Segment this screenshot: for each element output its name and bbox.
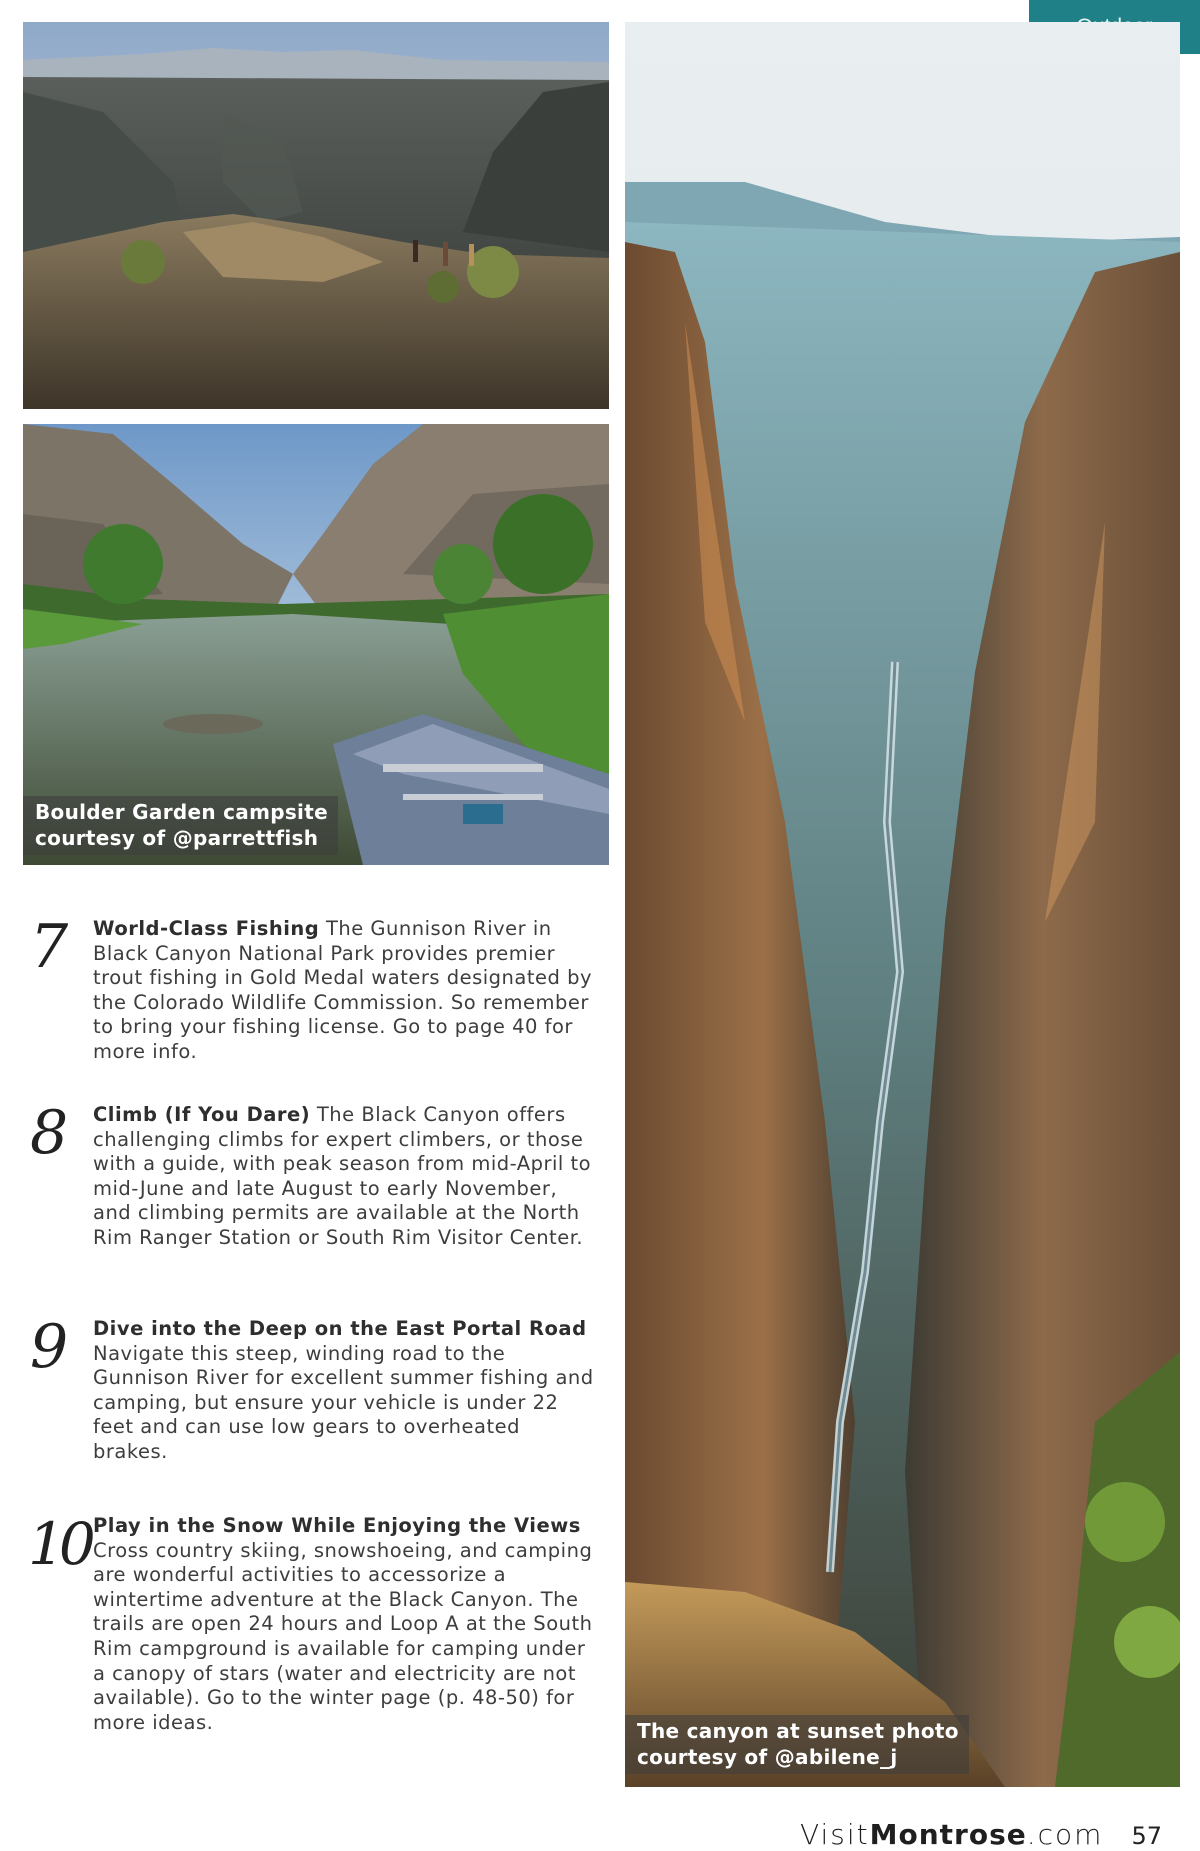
item-number: 10 [28,1510,90,1578]
brand-suffix: .com [1026,1818,1104,1851]
item-body: The Black Canyon offers challenging climbs for expert climbers, or those with a guide, with peak season from mid-April to mid-June and late August to early November, and climbing permits are available at the North Rim Ranger Station or South Rim Visitor Center. [93,1103,592,1249]
list-item [30,912,600,1065]
page-footer [800,1818,1162,1851]
item-text [93,1317,600,1465]
item-body: Cross country skiing, snowshoeing, and camping are wonderful activities to accessorize a wintertime adventure at the Black Canyon. The trails are open 24 hours and Loop A at the South Rim campground is available for camping under a canopy of stars (water and electricity are not available). Go to the winter page (p. 48-50) for more ideas. [93,1538,593,1734]
item-number: 7 [30,912,65,982]
caption-line: courtesy of @parrettfish [35,826,319,850]
item-title: World-Class Fishing [93,917,320,940]
brand-wordmark [800,1818,1104,1851]
item-title: Play in the Snow While Enjoying the Views [93,1514,581,1537]
item-text [93,917,600,1065]
item-title: Climb (If You Dare) [93,1103,311,1126]
list-item [30,1312,600,1465]
list-item [30,1098,600,1251]
river-photo-caption [23,796,338,855]
brand-prefix: Visit [799,1818,870,1851]
caption-line: The canyon at sunset photo [637,1719,959,1743]
item-number: 9 [30,1312,65,1382]
item-text [93,1103,600,1251]
caption-line: Boulder Garden campsite [35,800,328,824]
caption-line: courtesy of @abilene_j [637,1745,898,1769]
list-item [28,1510,600,1735]
item-number: 8 [30,1098,65,1168]
page-number: 57 [1131,1822,1162,1850]
item-body: Navigate this steep, winding road to the Gunnison River for excellent summer fishing and camping, but ensure your vehicle is under 22 feet and can use low gears to overheated brakes. [93,1341,594,1463]
canyon-sunset-photo [625,22,1180,1787]
brand-name: Montrose [869,1818,1027,1851]
item-title: Dive into the Deep on the East Portal Road [93,1317,587,1340]
canyon-overlook-photo [23,22,609,409]
canyon-photo-caption [625,1715,969,1774]
item-body: The Gunnison River in Black Canyon National Park provides premier trout fishing in Gold Medal waters designated by the Colorado Wildlife Commission. So remember to bring your fishing license. Go to page 40 for more info. [93,917,592,1063]
item-text [93,1514,600,1735]
